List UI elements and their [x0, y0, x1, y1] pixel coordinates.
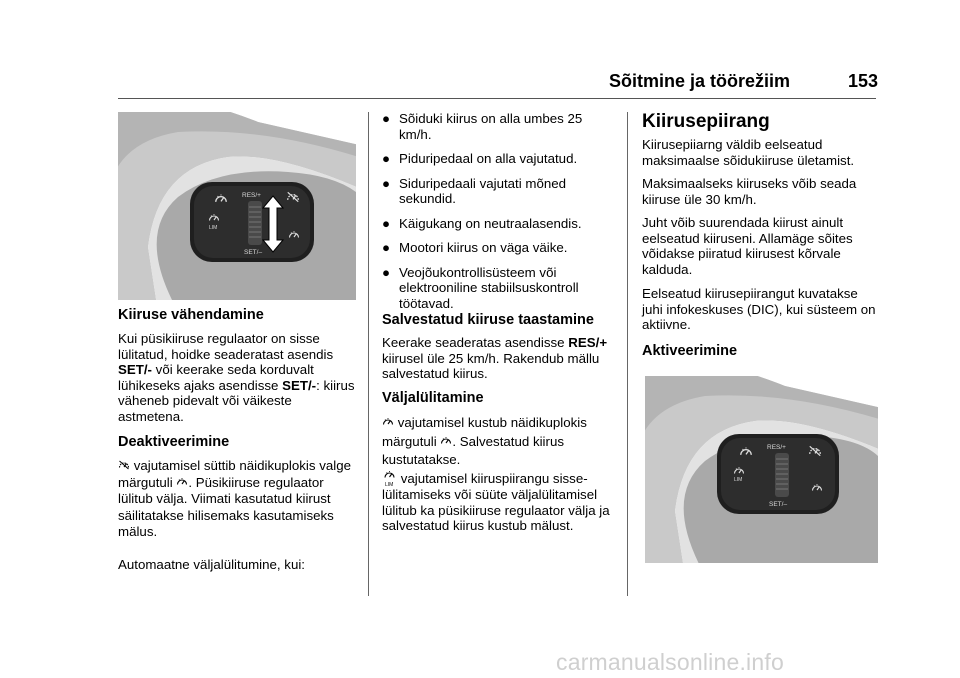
- list-item: ● Käigukang on neutraalasendis.: [382, 215, 582, 231]
- paragraph-limiter-1: Kiirusepiiarng väldib eelseatud maksimaalse sõidukiiruse ületamist.: [642, 137, 855, 168]
- paragraph-speed-reduction: Kui püsikiiruse regulaator on sisse lülitatud, hoidke seaderatast asendis SET/- või keerake seda korduvalt lühikeseks ajaks asendisse SET/-: kiirus väheneb pidevalt või väikeste astmetena.: [118, 331, 355, 424]
- page-number: 153: [848, 71, 879, 91]
- paragraph-resume-speed: Keerake seaderatas asendisse RES/+ kiirusel üle 25 km/h. Rakendub mällu salvestatud kiirus.: [382, 335, 608, 381]
- list-item: ● Sõiduki kiirus on alla umbes 25 km/h.: [382, 111, 583, 142]
- cruise-control-icon: [382, 416, 394, 428]
- cancel-icon: [118, 459, 130, 471]
- watermark: carmanualsonline.info: [556, 649, 784, 675]
- cruise-indicator-icon: [176, 476, 188, 488]
- paragraph-switch-off: vajutamisel kustub näidikuplokis märgutuli . Salvestatud kiirus kustutatakse.: [382, 415, 587, 467]
- heading-resume-speed: Salvestatud kiiruse taastamine: [382, 312, 594, 328]
- paragraph-deactivation: vajutamisel süttib näidikuplokis valge märgutuli . Püsikiiruse regulaator lülitub välja. Viimati kasutatud kiirust säilitatakse hilisemaks kasutamiseks mälus.: [118, 458, 351, 539]
- column-divider-right: [627, 112, 628, 596]
- set-label: SET/–: [769, 501, 788, 508]
- header-title: Sõitmine ja töörežiim: [609, 71, 791, 91]
- paragraph-auto-off: Automaatne väljalülitumine, kui:: [118, 557, 305, 572]
- heading-speed-reduction: Kiiruse vähendamine: [118, 307, 264, 323]
- paragraph-limiter-2: Maksimaalseks kiiruseks võib seada kiiruse üle 30 km/h.: [642, 176, 857, 207]
- paragraph-limiter-3: Juht võib suurendada kiirust ainult eelseatud kiiruseni. Allamäge sõites võidakse piiratud kiirusest kõrvale kalduda.: [642, 215, 853, 277]
- steering-wheel-limiter-illustration: [645, 376, 878, 563]
- list-item: ● Siduripedaali vajutati mõned sekundid.: [382, 175, 567, 206]
- speed-limiter-icon: [382, 469, 397, 487]
- column-divider-left: [368, 112, 369, 596]
- res-label: RES/+: [242, 192, 261, 199]
- auto-off-conditions-list: [382, 111, 618, 311]
- svg-text:LIM: LIM: [385, 482, 394, 487]
- res-label: RES/+: [767, 444, 786, 451]
- heading-switch-off: Väljalülitamine: [382, 390, 484, 406]
- list-item: ● Mootori kiirus on väga väike.: [382, 240, 568, 255]
- paragraph-limiter-4: Eelseatud kiirusepiirangut kuvatakse juhi infokeskuses (DIC), kui süsteem on aktiivne.: [642, 286, 876, 332]
- header-divider: [118, 98, 876, 99]
- heading-activation: Aktiveerimine: [642, 343, 738, 359]
- lim-label: LIM: [734, 477, 743, 483]
- heading-speed-limiter: Kiirusepiirang: [642, 111, 770, 132]
- cruise-indicator-icon: [440, 435, 452, 447]
- set-label: SET/–: [244, 249, 263, 256]
- lim-label: LIM: [209, 225, 218, 231]
- heading-deactivation: Deaktiveerimine: [118, 434, 230, 450]
- steering-wheel-controls-illustration: [118, 112, 356, 300]
- list-item: ● Piduripedaal on alla vajutatud.: [382, 151, 578, 166]
- list-item: ● Veojõukontrollisüsteem või elektrooniline stabiilsuskontroll töötavad.: [382, 264, 579, 311]
- paragraph-limiter-switch: LIM vajutamisel kiiruspiirangu sisselülitamiseks või süüte väljalülitamisel lülitub ka püsikiiruse regulaator välja ja salvestatud kiirus kustub mälust.: [382, 471, 610, 533]
